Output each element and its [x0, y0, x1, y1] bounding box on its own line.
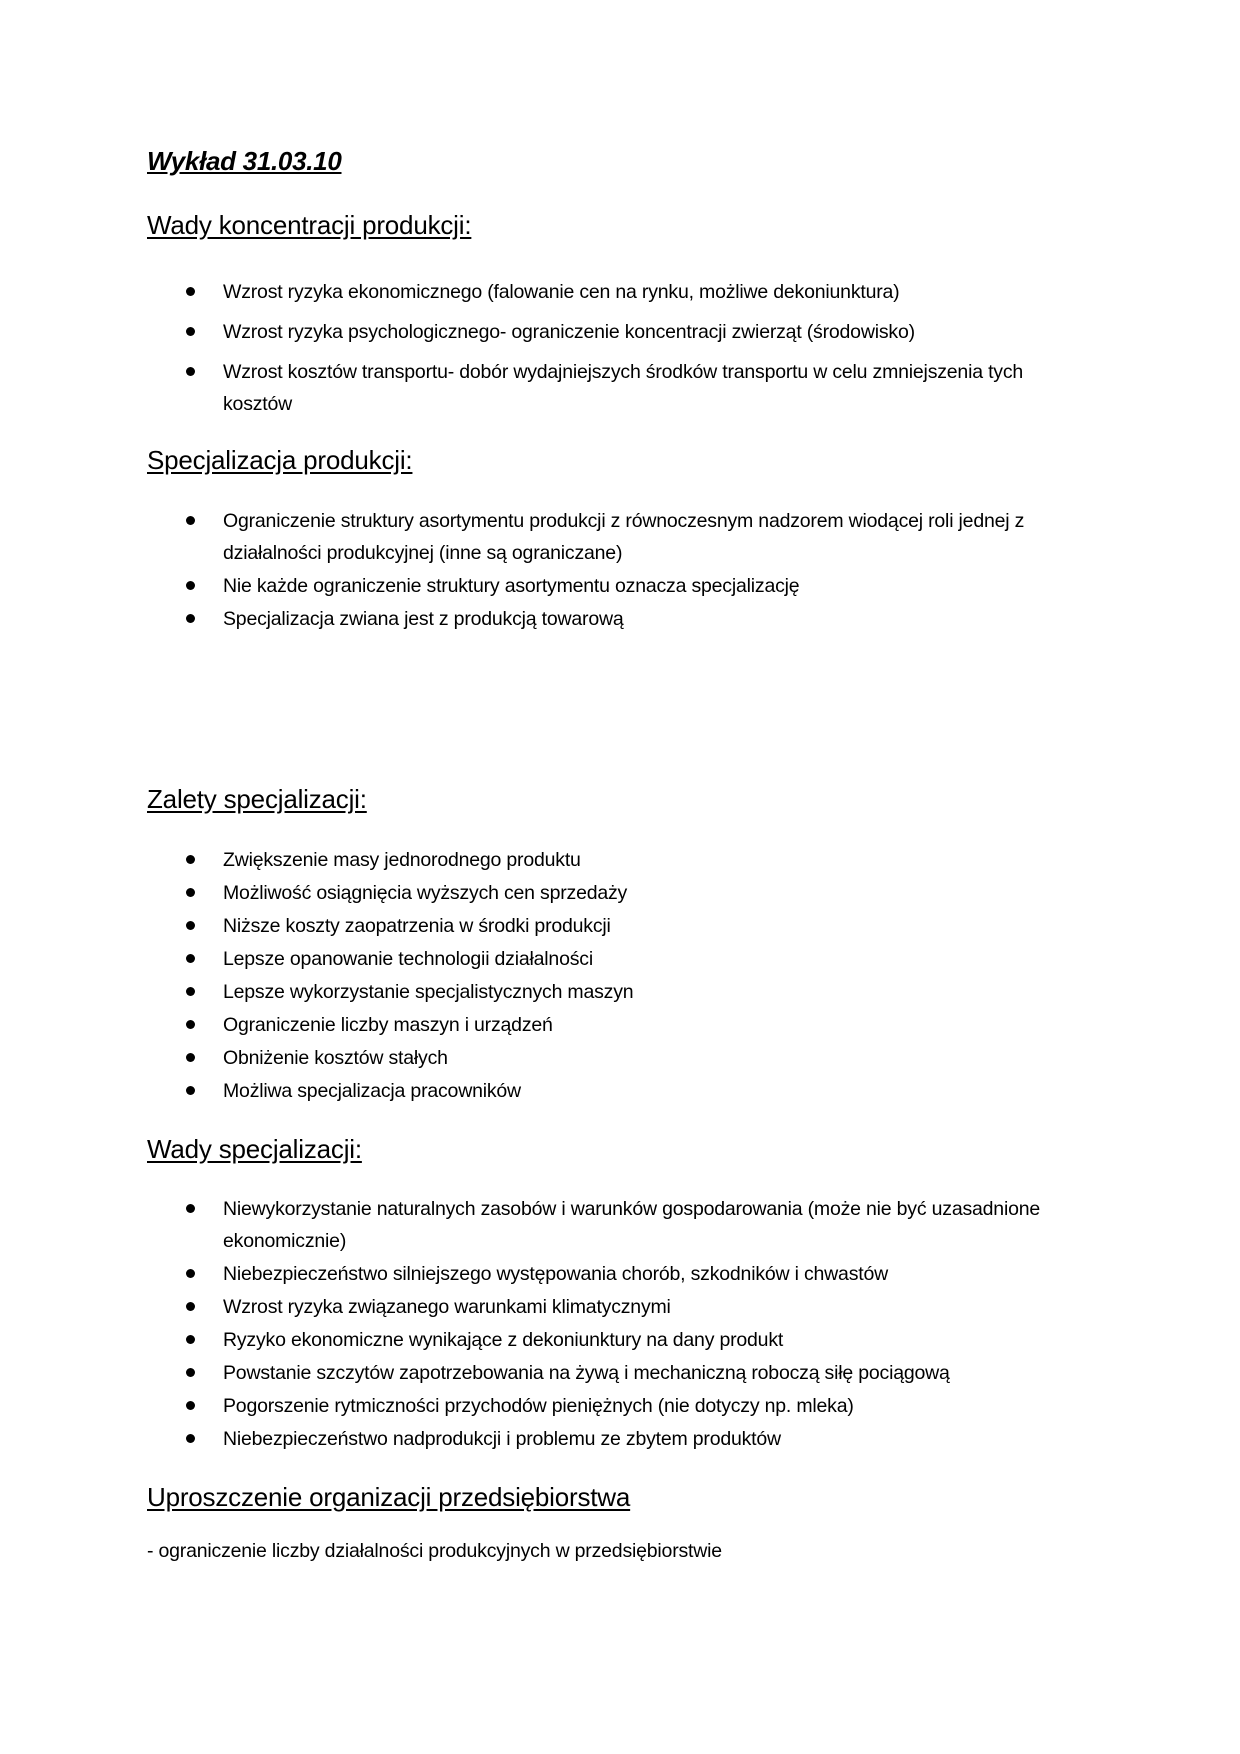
list-item: Wzrost kosztów transportu- dobór wydajniejszych środków transportu w celu zmniejszenia tych kosztów: [0, 356, 1240, 420]
bullet-icon: [186, 1335, 195, 1344]
heading-uproszczenie: Uproszczenie organizacji przedsiębiorstwa: [147, 1482, 631, 1512]
bullet-icon: [186, 1302, 195, 1311]
bullet-icon: [186, 1053, 195, 1062]
bullet-icon: [186, 516, 195, 525]
bullet-icon: [186, 1368, 195, 1377]
heading-zalety: Zalety specjalizacji:: [147, 784, 367, 814]
list-item: Niebezpieczeństwo silniejszego występowania chorób, szkodników i chwastów: [0, 1258, 1240, 1290]
list-item: Możliwość osiągnięcia wyższych cen sprzedaży: [0, 877, 1240, 909]
list-item: Niewykorzystanie naturalnych zasobów i warunków gospodarowania (może nie być uzasadnione ekonomicznie): [0, 1193, 1240, 1257]
bullet-icon: [186, 1401, 195, 1410]
list-zalety: [0, 844, 1240, 1108]
list-item: Ograniczenie struktury asortymentu produkcji z równoczesnym nadzorem wiodącej roli jednej z działalności produkcyjnej (inne są ograniczane): [0, 505, 1240, 569]
list-item: Możliwa specjalizacja pracowników: [0, 1075, 1240, 1107]
heading-specjalizacja: Specjalizacja produkcji:: [147, 445, 413, 475]
heading-wady-specjalizacji: Wady specjalizacji:: [147, 1134, 362, 1164]
bullet-icon: [186, 581, 195, 590]
bullet-icon: [186, 1204, 195, 1213]
list-item: Ograniczenie liczby maszyn i urządzeń: [0, 1009, 1240, 1041]
list-item: Obniżenie kosztów stałych: [0, 1042, 1240, 1074]
bullet-icon: [186, 888, 195, 897]
list-item: Pogorszenie rytmiczności przychodów pieniężnych (nie dotyczy np. mleka): [0, 1390, 1240, 1422]
bullet-icon: [186, 327, 195, 336]
list-item: Powstanie szczytów zapotrzebowania na żywą i mechaniczną roboczą siłę pociągową: [0, 1357, 1240, 1389]
list-item: Nie każde ograniczenie struktury asortymentu oznacza specjalizację: [0, 570, 1240, 602]
bullet-icon: [186, 1269, 195, 1278]
list-wady-specjalizacji: [0, 1193, 1240, 1456]
bullet-icon: [186, 987, 195, 996]
list-item: Niższe koszty zaopatrzenia w środki produkcji: [0, 910, 1240, 942]
bullet-icon: [186, 287, 195, 296]
list-item: Specjalizacja zwiana jest z produkcją towarową: [0, 603, 1240, 635]
bullet-icon: [186, 367, 195, 376]
bullet-icon: [186, 921, 195, 930]
list-specjalizacja: [0, 505, 1240, 636]
lecture-title: Wykład 31.03.10: [147, 146, 342, 176]
list-item: Niebezpieczeństwo nadprodukcji i problemu ze zbytem produktów: [0, 1423, 1240, 1455]
bullet-icon: [186, 1434, 195, 1443]
list-wady-koncentracji: [0, 276, 1240, 428]
list-item: Ryzyko ekonomiczne wynikające z dekoniunktury na dany produkt: [0, 1324, 1240, 1356]
bullet-icon: [186, 1086, 195, 1095]
heading-wady-koncentracji: Wady koncentracji produkcji:: [147, 210, 472, 240]
list-item: Lepsze opanowanie technologii działalności: [0, 943, 1240, 975]
list-item: Lepsze wykorzystanie specjalistycznych maszyn: [0, 976, 1240, 1008]
bullet-icon: [186, 1020, 195, 1029]
list-item: Zwiększenie masy jednorodnego produktu: [0, 844, 1240, 876]
list-item: Wzrost ryzyka ekonomicznego (falowanie cen na rynku, możliwe dekoniunktura): [0, 276, 1240, 308]
list-item: Wzrost ryzyka związanego warunkami klimatycznymi: [0, 1291, 1240, 1323]
bullet-icon: [186, 614, 195, 623]
note-text: - ograniczenie liczby działalności produkcyjnych w przedsiębiorstwie: [147, 1540, 722, 1562]
list-item: Wzrost ryzyka psychologicznego- ograniczenie koncentracji zwierząt (środowisko): [0, 316, 1240, 348]
bullet-icon: [186, 855, 195, 864]
bullet-icon: [186, 954, 195, 963]
